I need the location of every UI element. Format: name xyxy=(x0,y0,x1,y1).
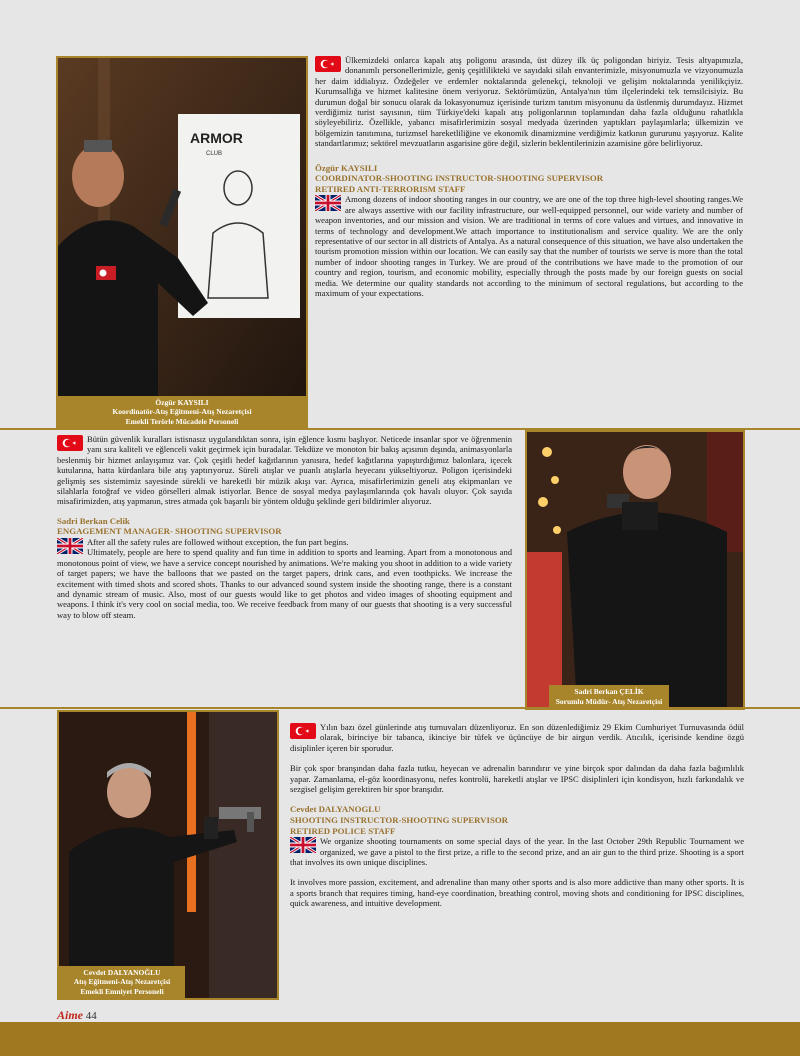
en-paragraph: After all the safety rules are followed without exception, the fun part begins. Ultimately, people are here to spend quality and fun time in addition to sports and learning. Apart from a monotonous and monotonous point of view, we have a service concept nourished by animations. We're making you shoot in addition to a wide variety of target papers; we have the balloons that we pasted on the target papers, drink cans, and even toothpicks. We increase the excitement with timed shots and scored shots. Thanks to our advanced sound system inside the shooting range, there is a constant and dynamic stream of music. Also, most of our guests would like to get photos and video images of shooting equipment and weapons. I think it's very cool on social media, too. We receive feedback from many of our guests that shooting is a very successful way to blow off steam. xyxy=(57,537,512,620)
photo-caption: Özgür KAYSILI Koordinatör-Atış Eğitmeni-Atış Nezaretçisi Emekli Terörle Mücadele Personeli xyxy=(58,396,306,429)
photo-scene xyxy=(59,712,277,998)
en-paragraph: Among dozens of indoor shooting ranges in our country, we are one of the top three high-level shooting ranges.We are always assertive with our facility infrastructure, our well-equipped personnel, our wide variety and number of weapon inventories, and our mission and vision. We are traditional in terms of core values and virtues, and innovative in terms of technology and development.We attach importance to institutionalism and service quality. We are the only representative of our sector in all districts of Antalya. As a natural consequence of this situation, we have also undertaken the tourism promotion mission within our location. We can easily say that the number of tourists we serve is more than the total number of indoor shooting ranges in Turkey. We are proud of the contributions we have made to the promotion of our country and region, tourism, and economic mobility, especially through the posts made by our foreign guests on social media. We determine our quality standards not according to the minimum of sectoral regulations, but according to the maximum of your expectations. xyxy=(315,194,743,299)
section3-text xyxy=(290,722,744,909)
turkey-flag-icon xyxy=(315,56,341,72)
person-name: Sadri Berkan Celik xyxy=(57,515,130,526)
photo-sadri-berkan-celik xyxy=(525,430,745,710)
tr-paragraph: Bütün güvenlik kuralları istisnasız uygulandıktan sonra, işin eğlence kısmı başlıyor. Neticede insanlar spor ve öğrenmenin yanı sıra kaliteli ve eğlenceli vakit geçirmek için buradalar. Tekdüze ve monoton bir bakış açısının dışında, animasyonlarla beslenmiş bir hizmet anlayışımız var. Çok çeşitli hedef kağıtlarının yanısıra, hedef kağıtlarına yapıştırdığımız balonlara, içecek kutularına, hatta kürdanlara bile atış yaptırıyoruz. Süreli atışlar ve puanlı atışlarla heyecanı yükseltiyoruz. Poligon içerisindeki gelişmiş ses sistemimiz sayesinde sürekli ve hareketli bir müzik akışı var. Ayrıca, misafirlerimizin geneli atış ekipmanları ve silahlarla fotoğraf ve video görselleri almak istiyorlar. Bence de sosyal medya paylaşımlarında çok havalı oluyor. Çok sayıda misafirimizden, atış yapmanın, stres atmada çok başarılı bir yöntem olduğu şeklinde geri bildirimler alıyoruz. xyxy=(57,434,512,507)
page-number: Aime 44 xyxy=(57,1008,97,1022)
person-name: Cevdet DALYANOGLU xyxy=(290,804,381,815)
photo-ozgur-kaysili xyxy=(56,56,308,430)
section2-text xyxy=(57,434,512,620)
tr-paragraph-2: Bir çok spor branşından daha fazla tutku, heyecan ve adrenalin barındırır ve yine birçok spor dalından da daha fazla bağımlılık yapar. Zamanlama, el-göz koordinasyonu, nefes kontrolü, hareketli atışlar ve IPSC disiplinleri için kondisyon, hızlı farkındalık ve sezgisel gelişim gerektiren bir spor branşıdır. xyxy=(290,763,744,795)
tr-paragraph: Yılın bazı özel günlerinde atış turnuvaları düzenliyoruz. En son düzenlediğimiz 29 Ekim Cumhuriyet Turnuvasında ödül olarak, birinciye bir tabanca, ikinciye bir tüfek ve üçüncüye de bir airgun verdik. Atıcılık, içerisinde kendine özgü disiplinler içeren bir sporudur. xyxy=(290,722,744,753)
person-role: COORDINATOR-SHOOTING INSTRUCTOR-SHOOTING SUPERVISOR xyxy=(315,173,604,184)
section1-text xyxy=(315,55,743,299)
photo-scene xyxy=(58,58,306,428)
en-paragraph: We organize shooting tournaments on some special days of the year. In the last October 29th Republic Tournament we organized, we gave a pistol to the first prize, a rifle to the second prize, and an air gun to the third prize. Shooting is a sport that involves its own unique disciplines. xyxy=(290,836,744,868)
uk-flag-icon xyxy=(290,837,316,853)
photo-scene xyxy=(527,432,743,708)
person-role-2: RETIRED POLICE STAFF xyxy=(290,825,396,836)
aime-logo: Aime xyxy=(57,1008,83,1022)
photo-caption: Sadri Berkan ÇELİK Sorumlu Müdür- Atış Nezaretçisi xyxy=(549,685,669,708)
turkey-flag-icon xyxy=(290,723,316,739)
uk-flag-icon xyxy=(315,195,341,211)
person-name: Özgür KAYSILI xyxy=(315,162,378,173)
person-role-2: RETIRED ANTI-TERRORISM STAFF xyxy=(315,183,466,194)
tr-paragraph: Ülkemizdeki onlarca kapalı atış poligonu arasında, üst düzey ilk üç poligondan biriyiz. Tesis altyapımızla, donanımlı personellerimizle, geniş çeşitlilikteki ve sayıdaki silah envanterimizle, misyonumuzla ve vizyonumuzla her daim iddialıyız. Özdeğeler ve erdemler noktalarında gelenekçi, teknoloji ve gelişim noktalarında yenilikçiyiz. Kurumsallığa ve hizmet kalitesine önem veriyoruz. Sektörümüzün, Antalya'nın tüm ilçelerindeki tek temsilcisiyiz. Bu durumun doğal bir sonucu olarak da lokasyonumuz içerisinde turizm tanıtım misyonunu da üstlenmiş durumdayız. Hizmet verdiğimiz turist sayısının, tüm Türkiye'deki kapalı atış poligonlarının toplamından daha fazla olduğunu rahatlıkla söyleyebiliriz. Özellikle, yabancı misafirlerimizin sosyal medyada üzerinden yaptıkları paylaşımlarla; ülkemizin ve bölgemizin tanıtımına, turizmsel hareketliliğine ve ekonomik dinamizmine verdiğimiz katkının gururunu yaşıyoruz. Kalite standartlarımız; sektörel mevzuatların asgarisine göre değil, sizlerin beklentilerinizin azamisine göre belirliyoruz. xyxy=(315,55,743,149)
person-role: SHOOTING INSTRUCTOR-SHOOTING SUPERVISOR xyxy=(290,815,509,826)
svg-text:CLUB: CLUB xyxy=(206,151,223,157)
photo-caption: Cevdet DALYANOĞLU Atış Eğitmeni-Atış Nezaretçisi Emekli Emniyet Personeli xyxy=(59,966,185,999)
target-sign: ARMOR xyxy=(190,130,243,146)
photo-cevdet-dalyanoglu xyxy=(57,710,279,1000)
uk-flag-icon xyxy=(57,538,83,554)
person-role: ENGAGEMENT MANAGER- SHOOTING SUPERVISOR xyxy=(57,526,282,537)
section-divider xyxy=(0,707,800,709)
footer-bar xyxy=(0,1022,800,1056)
turkey-flag-icon xyxy=(57,435,83,451)
en-paragraph-2: It involves more passion, excitement, and adrenaline than many other sports and is also more addictive than many other sports. It is a sports branch that requires timing, hand-eye coordination, breathing control, moving shots and conditioning for IPSC disciplines, quick awareness, and intuitive development. xyxy=(290,877,744,909)
